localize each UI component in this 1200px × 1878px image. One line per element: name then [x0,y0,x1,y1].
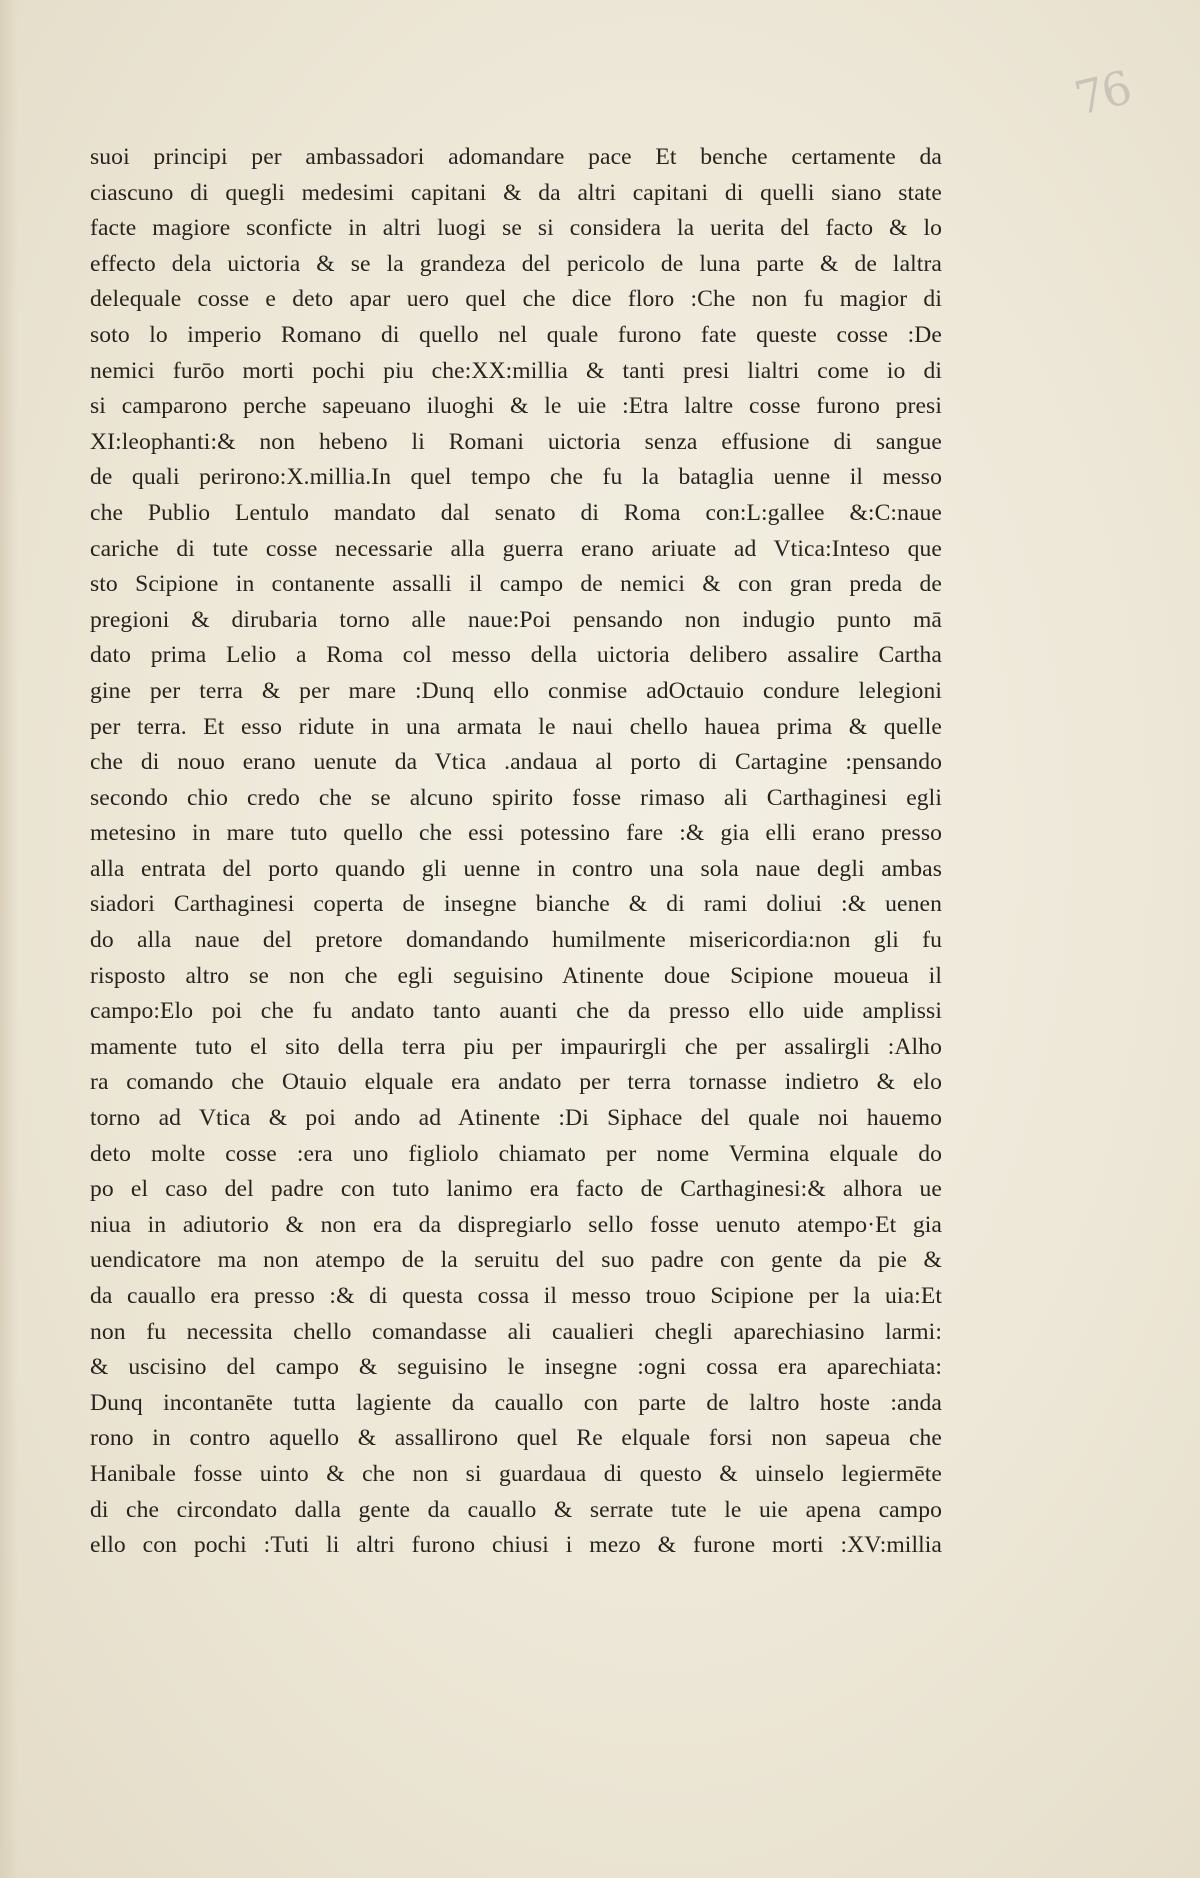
text-line: uendicatore ma non atempo de la seruitu del suo padre con gente da pie & [90,1247,942,1274]
text-line: soto lo imperio Romano di quello nel quale furono fate queste cosse :De [90,321,942,348]
text-line: do alla naue del pretore domandando humilmente misericordia:non gli fu [90,927,942,954]
text-line: XI:leophanti:& non hebeno li Romani uictoria senza effusione di sangue [90,428,942,455]
text-line: mamente tuto el sito della terra piu per impaurirgli che per assalirgli :Alho [90,1033,942,1060]
text-line: che di nouo erano uenute da Vtica .andaua al porto di Cartagine :pensando [90,749,942,776]
text-line: si camparono perche sapeuano iluoghi & le uie :Etra laltre cosse furono presi [90,393,942,420]
text-line: rono in contro aquello & assallirono quel Re elquale forsi non sapeua che [90,1425,942,1452]
text-line: torno ad Vtica & poi ando ad Atinente :Di Siphace del quale noi hauemo [90,1105,942,1132]
text-line: & uscisino del campo & seguisino le insegne :ogni cossa era aparechiata: [90,1354,942,1381]
text-line: che Publio Lentulo mandato dal senato di Roma con:L:gallee &:C:naue [90,499,942,526]
folio-number: 76 [1069,60,1136,126]
text-line: per terra. Et esso ridute in una armata le naui chello hauea prima & quelle [90,713,942,740]
text-line: cariche di tute cosse necessarie alla guerra erano ariuate ad Vtica:Inteso que [90,535,942,562]
text-line: ciascuno di quegli medesimi capitani & da altri capitani di quelli siano state [90,179,942,206]
text-line: nemici furōo morti pochi piu che:XX:millia & tanti presi lialtri come io di [90,357,942,384]
text-line: suoi principi per ambassadori adomandare pace Et benche certamente da [90,144,942,170]
text-line: siadori Carthaginesi coperta de insegne bianche & di rami doliui :& uenen [90,891,942,918]
text-line: di che circondato dalla gente da cauallo & serrate tute le uie apena campo [90,1496,942,1523]
text-line: gine per terra & per mare :Dunq ello conmise adOctauio condure lelegioni [90,677,942,704]
text-line: dato prima Lelio a Roma col messo della uictoria delibero assalire Cartha [90,642,942,669]
text-line: pregioni & dirubaria torno alle naue:Poi pensando non indugio punto mā [90,606,942,633]
text-line: po el caso del padre con tuto lanimo era facto de Carthaginesi:& alhora ue [90,1176,942,1203]
text-line: non fu necessita chello comandasse ali caualieri chegli aparechiasino larmi: [90,1318,942,1345]
text-line: da cauallo era presso :& di questa cossa il messo trouo Scipione per la uia:Et [90,1283,942,1309]
text-line: metesino in mare tuto quello che essi potessino fare :& gia elli erano presso [90,820,942,847]
text-line: ra comando che Otauio elquale era andato per terra tornasse indietro & elo [90,1069,942,1096]
text-line: risposto altro se non che egli seguisino Atinente doue Scipione moueua il [90,962,942,989]
page-edge-shadow [0,0,18,1878]
text-line: deto molte cosse :era uno figliolo chiamato per nome Vermina elquale do [90,1140,942,1167]
text-line: ello con pochi :Tuti li altri furono chiusi i mezo & furone morti :XV:millia [90,1532,942,1559]
text-line: niua in adiutorio & non era da dispregiarlo sello fosse uenuto atempo·Et gia [90,1211,942,1238]
text-block [90,140,942,1564]
text-line: Hanibale fosse uinto & che non si guardaua di questo & uinselo legiermēte [90,1460,942,1487]
text-line: sto Scipione in contanente assalli il campo de nemici & con gran preda de [90,571,942,598]
text-line: effecto dela uictoria & se la grandeza del pericolo de luna parte & de laltra [90,250,942,277]
text-line: facte magiore sconficte in altri luogi se si considera la uerita del facto & lo [90,215,942,242]
text-line: campo:Elo poi che fu andato tanto auanti che da presso ello uide amplissi [90,998,942,1025]
text-line: Dunq incontanēte tutta lagiente da cauallo con parte de laltro hoste :anda [90,1389,942,1416]
text-line: secondo chio credo che se alcuno spirito fosse rimaso ali Carthaginesi egli [90,784,942,811]
text-line: alla entrata del porto quando gli uenne in contro una sola naue degli ambas [90,855,942,882]
text-line: de quali perirono:X.millia.In quel tempo che fu la bataglia uenne il messo [90,464,942,491]
text-line: delequale cosse e deto apar uero quel che dice floro :Che non fu magior di [90,286,942,313]
